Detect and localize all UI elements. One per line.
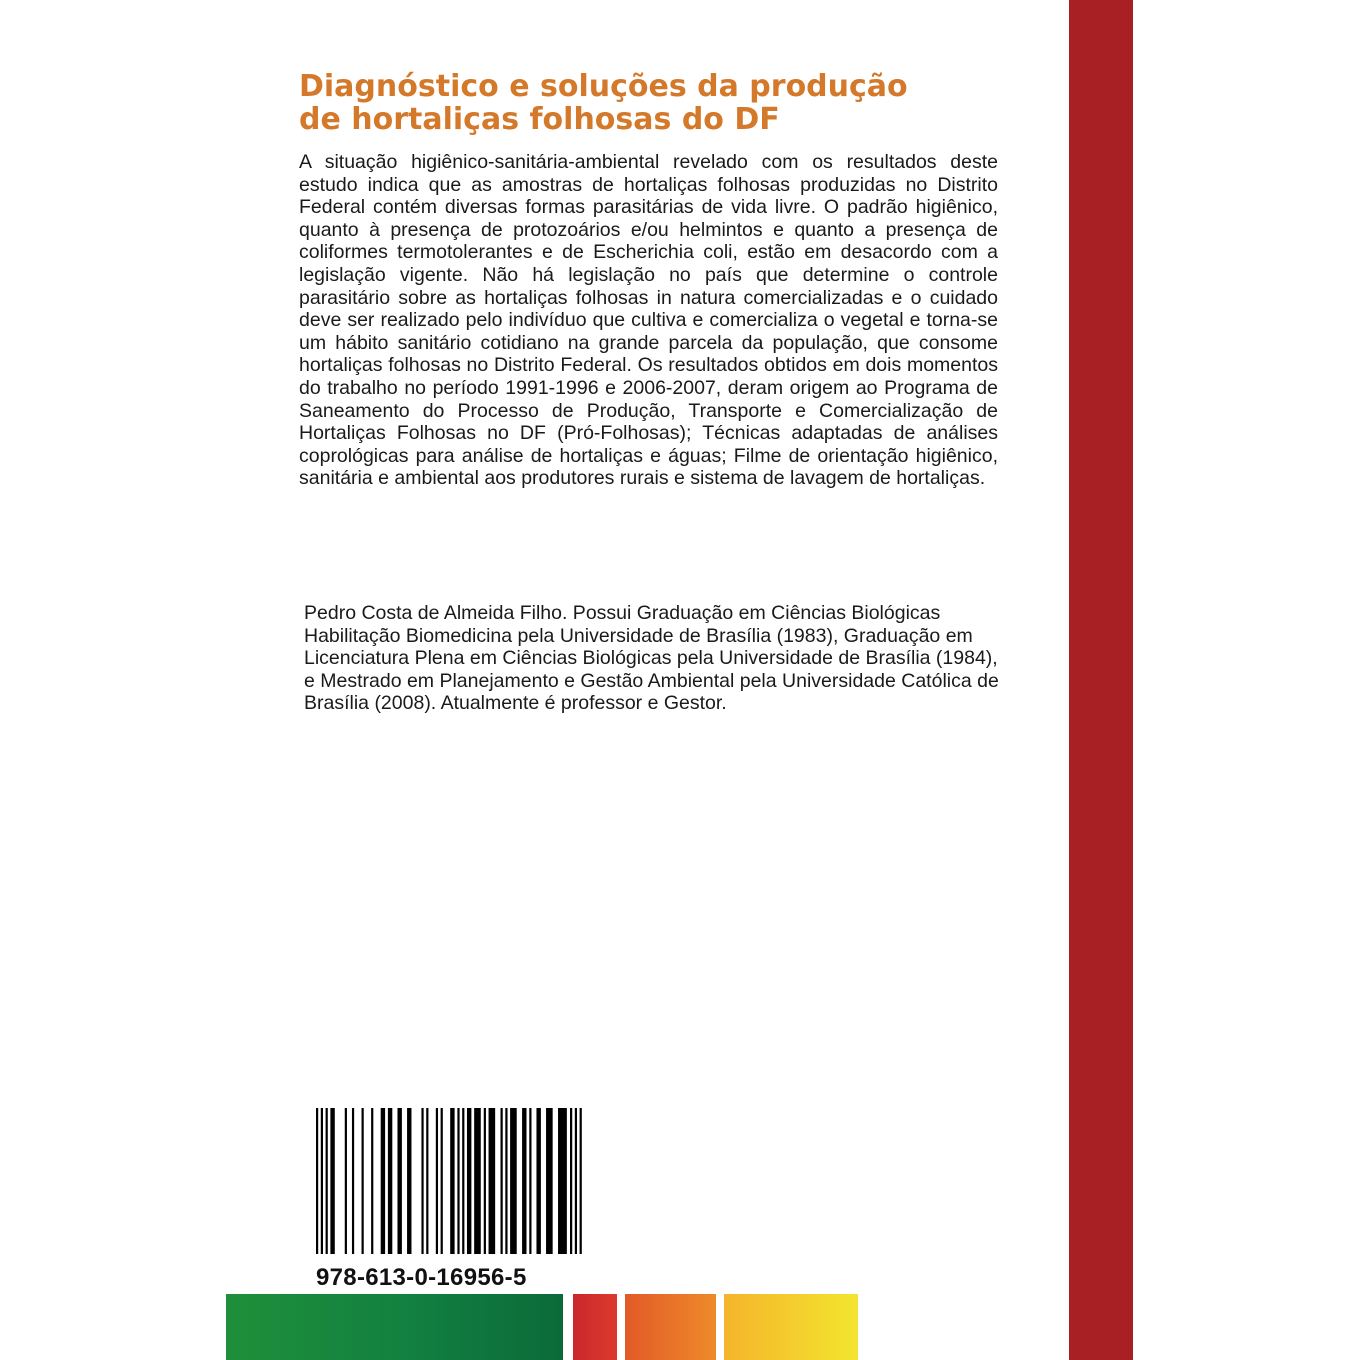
barcode-bar [421, 1108, 423, 1254]
barcode-bar [407, 1108, 411, 1254]
barcode-bar [381, 1108, 385, 1254]
author-bio: Pedro Costa de Almeida Filho. Possui Graduação em Ciências Biológicas Habilitação Biomedicina pela Universidade de Brasília (1983), Graduação em Licenciatura Plena em Ciências Biológicas pela Universidade de Brasília (1984), e Mestrado em Planejamento e Gestão Ambiental pela Universidade Católica de Brasília (2008). Atualmente é professor e Gestor. [304, 602, 999, 715]
book-summary: A situação higiênico-sanitária-ambiental revelado com os resultados deste estudo indica que as amostras de hortaliças folhosas produzidas no Distrito Federal contém diversas formas parasitárias de vida livre. O padrão higiênico, quanto à presença de protozoários e/ou helmintos e quanto a presença de coliformes termotolerantes e de Escherichia coli, estão em desacordo com a legislação vigente. Não há legislação no país que determine o controle parasitário sobre as hortaliças folhosas in natura comercializadas e o cuidado deve ser realizado pelo indivíduo que cultiva e comercializa o vegetal e torna-se um hábito sanitário cotidiano na grande parcela da população, que consome hortaliças folhosas no Distrito Federal. Os resultados obtidos em dois momentos do trabalho no período 1991-1996 e 2006-2007, deram origem ao Programa de Saneamento do Processo de Produção, Transporte e Comercialização de Hortaliças Folhosas no DF (Pró-Folhosas); Técnicas adaptadas de análises coprológicas para análise de hortaliças e águas; Filme de orientação higiênico, sanitária e ambiental aos produtores rurais e sistema de lavagem de hortaliças. [299, 151, 998, 490]
barcode-bar [510, 1108, 517, 1254]
barcode-bar [326, 1108, 328, 1254]
barcode-bar [330, 1108, 334, 1254]
barcode-bar [570, 1108, 572, 1254]
stripe-red [573, 1294, 617, 1360]
barcode-bar [546, 1108, 553, 1254]
barcode-bar [345, 1108, 347, 1254]
spine-band [1069, 0, 1133, 1360]
barcode-bar [580, 1108, 582, 1254]
barcode-bar [436, 1108, 438, 1254]
barcode-bar [462, 1108, 464, 1254]
stripe-green [226, 1294, 563, 1360]
barcode [316, 1108, 582, 1254]
barcode-bar [484, 1108, 486, 1254]
barcode-bar [522, 1108, 526, 1254]
barcode-bar [316, 1108, 318, 1254]
barcode-bar [388, 1108, 392, 1254]
barcode-bar [489, 1108, 496, 1254]
barcode-bar [457, 1108, 459, 1254]
barcode-bar [352, 1108, 354, 1254]
barcode-bar [321, 1108, 323, 1254]
barcode-bar [426, 1108, 428, 1254]
barcode-bar [558, 1108, 567, 1254]
barcode-bar [529, 1108, 531, 1254]
barcode-bar [371, 1108, 373, 1254]
barcode-bar [362, 1108, 364, 1254]
barcode-bar [536, 1108, 540, 1254]
barcode-bar [397, 1108, 401, 1254]
book-title: Diagnóstico e soluções da produção de hortaliças folhosas do DF [299, 69, 908, 137]
stripe-orange [625, 1294, 716, 1360]
barcode-bar [501, 1108, 503, 1254]
barcode-bar [450, 1108, 454, 1254]
barcode-bar [441, 1108, 443, 1254]
isbn-number: 978-613-0-16956-5 [316, 1264, 527, 1291]
barcode-bar [474, 1108, 481, 1254]
barcode-bar [575, 1108, 577, 1254]
barcode-bar [505, 1108, 507, 1254]
barcode-bar [467, 1108, 471, 1254]
stripe-yellow [724, 1294, 858, 1360]
